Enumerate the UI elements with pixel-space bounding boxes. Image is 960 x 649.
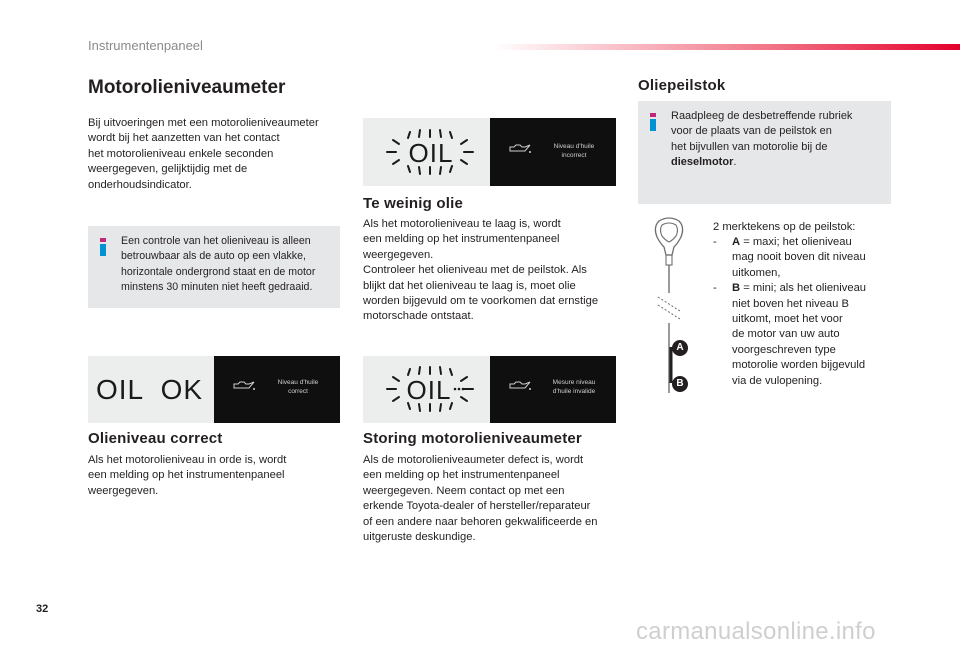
mark-text-b: = mini; als het olieniveau niet boven het niveau B uitkomt, moet het voor de motor van uw auto voorgeschreven type motorolie worden bijgevuld via de vulopening. <box>732 282 867 387</box>
dipstick-note-end: . <box>733 156 737 169</box>
dipstick-note-line: voor de plaats van de peilstok en <box>671 125 832 138</box>
heading-gauge-fault: Storing motorolieniveaumeter <box>363 430 582 447</box>
screen-message-invalid: Mesure niveau d'huile invalide <box>552 379 596 395</box>
panel-oil-fault-label <box>363 356 490 423</box>
dashboard-panel-oil-ok <box>88 356 340 423</box>
running-header: Instrumentenpaneel <box>88 38 203 53</box>
oil-low-text: OIL <box>408 138 454 168</box>
intro-paragraph: Bij uitvoeringen met een motorolieniveaumeter wordt bij het aanzetten van het contact het motorolieniveau enkele seconden weergegeven, gelijktijdig met de onderhoudsindicator. <box>88 117 319 191</box>
mark-letter-b: B <box>732 282 741 295</box>
dipstick-marks-intro: 2 merktekens op de peilstok: <box>713 221 856 233</box>
oil-can-icon <box>508 143 532 155</box>
note-text: Een controle van het olieniveau is alleen betrouwbaar als de auto op een vlakke, horizontale ondergrond staat en de motor minstens 30 minuten niet heeft gedraaid. <box>121 235 316 294</box>
low-oil-paragraph: Als het motorolieniveau te laag is, wordt een melding op het instrumentenpaneel weergegeven. Controleer het olieniveau met de peilstok. Als blijkt dat het olieniveau te laag is, moet olie worden bijgevuld om te voorkomen dat ernstige motorschade ontstaat. <box>363 218 599 323</box>
list-item: - B = mini; als het olieniveau niet boven het niveau B uitkomt, moet het voor de motor van uw auto voorgeschreven type motorolie worden bijgevuld via de vulopening. <box>713 282 867 387</box>
oil-fault-text: OIL <box>406 375 452 405</box>
dashboard-panel-oil-low <box>363 118 616 186</box>
oil-correct-paragraph: Als het motorolieniveau in orde is, wordt een melding op het instrumentenpaneel weergegeven. <box>88 454 287 497</box>
oil-can-icon <box>508 380 532 392</box>
section-title-dipstick: Oliepeilstok <box>638 77 726 94</box>
screen-message-incorrect: Niveau d'huile incorrect <box>553 143 595 159</box>
dipstick-mark-a-badge: A <box>672 340 688 356</box>
dipstick-note-line: het bijvullen van motorolie bij de <box>671 140 828 153</box>
oil-ok-text: OIL OK <box>96 374 204 405</box>
page-number: 32 <box>36 603 49 615</box>
dipstick-mark-b-badge: B <box>672 376 688 392</box>
heading-oil-level-correct: Olieniveau correct <box>88 430 223 447</box>
dashboard-panel-oil-fault <box>363 356 616 423</box>
section-title-oil-level-gauge: Motorolieniveaumeter <box>88 77 286 98</box>
mark-letter-a: A <box>732 236 741 248</box>
info-icon <box>650 113 656 131</box>
dipstick-marks-list <box>713 235 893 389</box>
dipstick-note-line: Raadpleeg de desbetreffende rubriek <box>671 110 853 122</box>
list-item: - A = maxi; het olieniveau mag nooit boven dit niveau uitkomen, <box>713 236 866 279</box>
heading-low-oil: Te weinig olie <box>363 195 464 212</box>
oil-can-icon <box>232 380 256 392</box>
dipstick-note-text <box>671 109 889 171</box>
header-accent-bar <box>492 44 960 50</box>
mark-text-a: = maxi; het olieniveau mag nooit boven dit niveau uitkomen, <box>732 236 866 279</box>
panel-oil-fault-screen <box>490 356 616 423</box>
gauge-fault-paragraph: Als de motorolieniveaumeter defect is, wordt een melding op het instrumentenpaneel weergegeven. Neem contact op met een erkende Toyota-dealer of hersteller/reparateur of een andere naar behoren gekwalificeerde en uitgeruste deskundige. <box>363 454 598 544</box>
dipstick-note-bold: dieselmotor <box>671 156 734 169</box>
info-icon <box>100 238 106 256</box>
note-box-reliability <box>88 226 340 308</box>
panel-oil-low-screen <box>490 118 616 186</box>
dipstick-illustration <box>640 215 698 400</box>
panel-oil-low-label <box>363 118 490 186</box>
note-box-dipstick <box>638 101 891 204</box>
panel-oil-ok-screen <box>214 356 340 423</box>
panel-oil-ok-label <box>88 356 214 423</box>
watermark: carmanualsonline.info <box>636 618 876 645</box>
screen-message-correct: Niveau d'huile correct <box>277 379 319 395</box>
